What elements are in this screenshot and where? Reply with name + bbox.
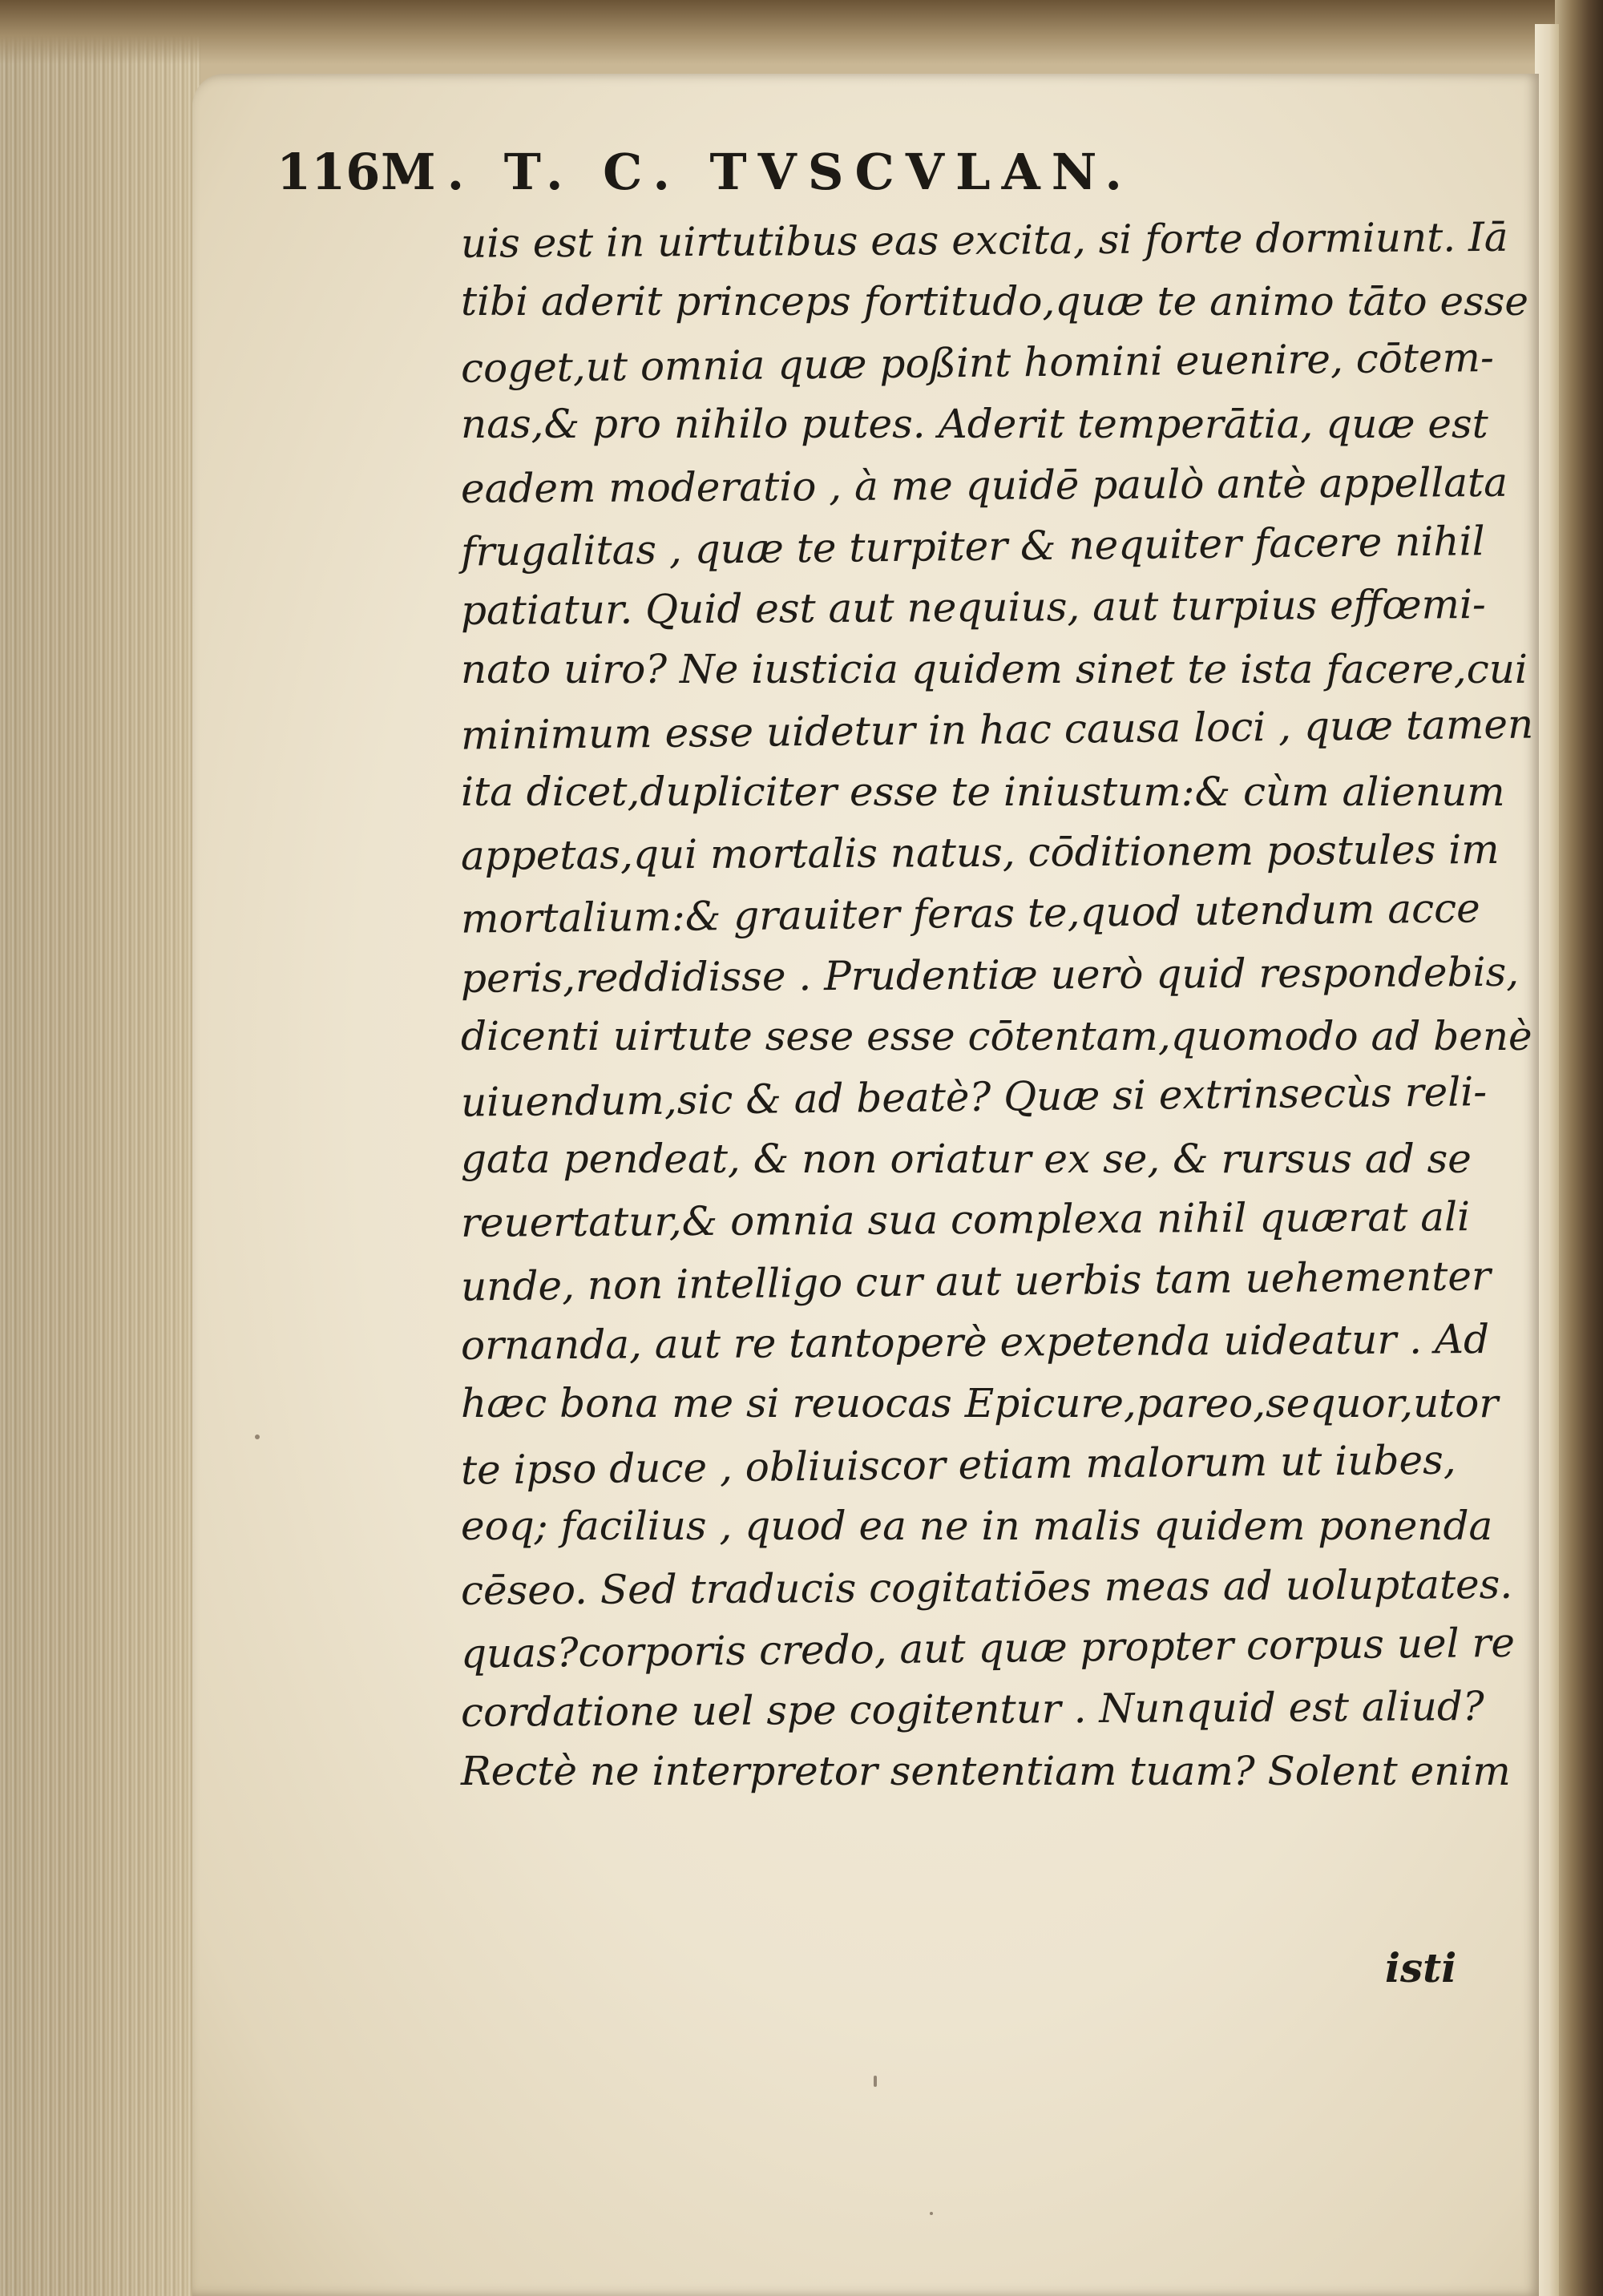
page-header: [277, 143, 1399, 207]
text-line: coget,ut omnia quæ poßint homini euenire, cōtem-: [460, 333, 1495, 392]
folio-number: 116: [277, 143, 381, 201]
text-line: Rectè ne interpretor sententiam tuam? Solent enim: [461, 1747, 1511, 1794]
page-edges-left: [0, 0, 200, 2296]
text-line: peris,reddidisse . Prudentiæ uerò quid respondebis,: [460, 948, 1520, 1002]
paper-speck: [255, 1434, 260, 1439]
text-line: cēseo. Sed traducis cogitatiōes meas ad uoluptates.: [460, 1560, 1513, 1614]
body-text: [460, 210, 1534, 1802]
text-line: ornanda, aut re tantoperè expetenda uideatur . Ad: [460, 1316, 1490, 1369]
text-line: nato uiro? Ne iusticia quidem sinet te ista facere,cui: [461, 645, 1528, 692]
text-line: uis est in uirtutibus eas excita, si forte dormiunt. Iā: [460, 213, 1508, 267]
running-head: M. T. C. TVSCVLAN.: [381, 143, 1133, 201]
text-line: tibi aderit princeps fortitudo,quæ te animo tāto esse: [461, 278, 1528, 325]
text-line: ita dicet,dupliciter esse te iniustum:& cùm alienum: [461, 768, 1505, 815]
text-line: uiuendum,sic & ad beatè? Quæ si extrinsecùs reli-: [460, 1068, 1488, 1127]
text-line: te ipso duce , obliuiscor etiam malorum ut iubes,: [460, 1436, 1456, 1494]
paper-speck: [930, 2212, 933, 2215]
catchword: isti: [1385, 1944, 1457, 1991]
text-line: dicenti uirtute sese esse cōtentam,quomodo ad benè: [461, 1013, 1532, 1060]
text-line: minimum esse uidetur in hac causa loci , quæ tamen: [460, 700, 1534, 759]
text-line: reuertatur,& omnia sua complexa nihil quærat ali: [460, 1193, 1471, 1247]
text-line: mortalium:& grauiter feras te,quod utendum acce: [460, 885, 1480, 942]
text-line: gata pendeat, & non oriatur ex se, & rursus ad se: [461, 1135, 1472, 1182]
text-line: eoq; facilius , quod ea ne in malis quidem ponenda: [461, 1503, 1493, 1550]
paper-speck: [874, 2076, 877, 2087]
text-line: appetas,qui mortalis natus, cōditionem postules im: [460, 825, 1500, 879]
text-line: cordatione uel spe cogitentur . Nunquid est aliud?: [460, 1683, 1484, 1737]
binding-gutter-right: [1555, 0, 1603, 2296]
text-line: quas?corporis credo, aut quæ propter corpus uel re: [460, 1619, 1516, 1677]
text-line: unde, non intelligo cur aut uerbis tam uehementer: [460, 1252, 1492, 1310]
page-edges-top: [0, 0, 1603, 64]
text-line: patiatur. Quid est aut nequius, aut turpius effœmi-: [460, 581, 1487, 635]
text-line: hæc bona me si reuocas Epicure,pareo,sequor,utor: [461, 1380, 1499, 1427]
text-line: frugalitas , quæ te turpiter & nequiter facere nihil: [460, 518, 1485, 575]
text-line: eadem moderatio , à me quidē paulò antè appellata: [460, 458, 1508, 512]
text-line: nas,& pro nihilo putes. Aderit temperātia, quæ est: [461, 401, 1488, 448]
